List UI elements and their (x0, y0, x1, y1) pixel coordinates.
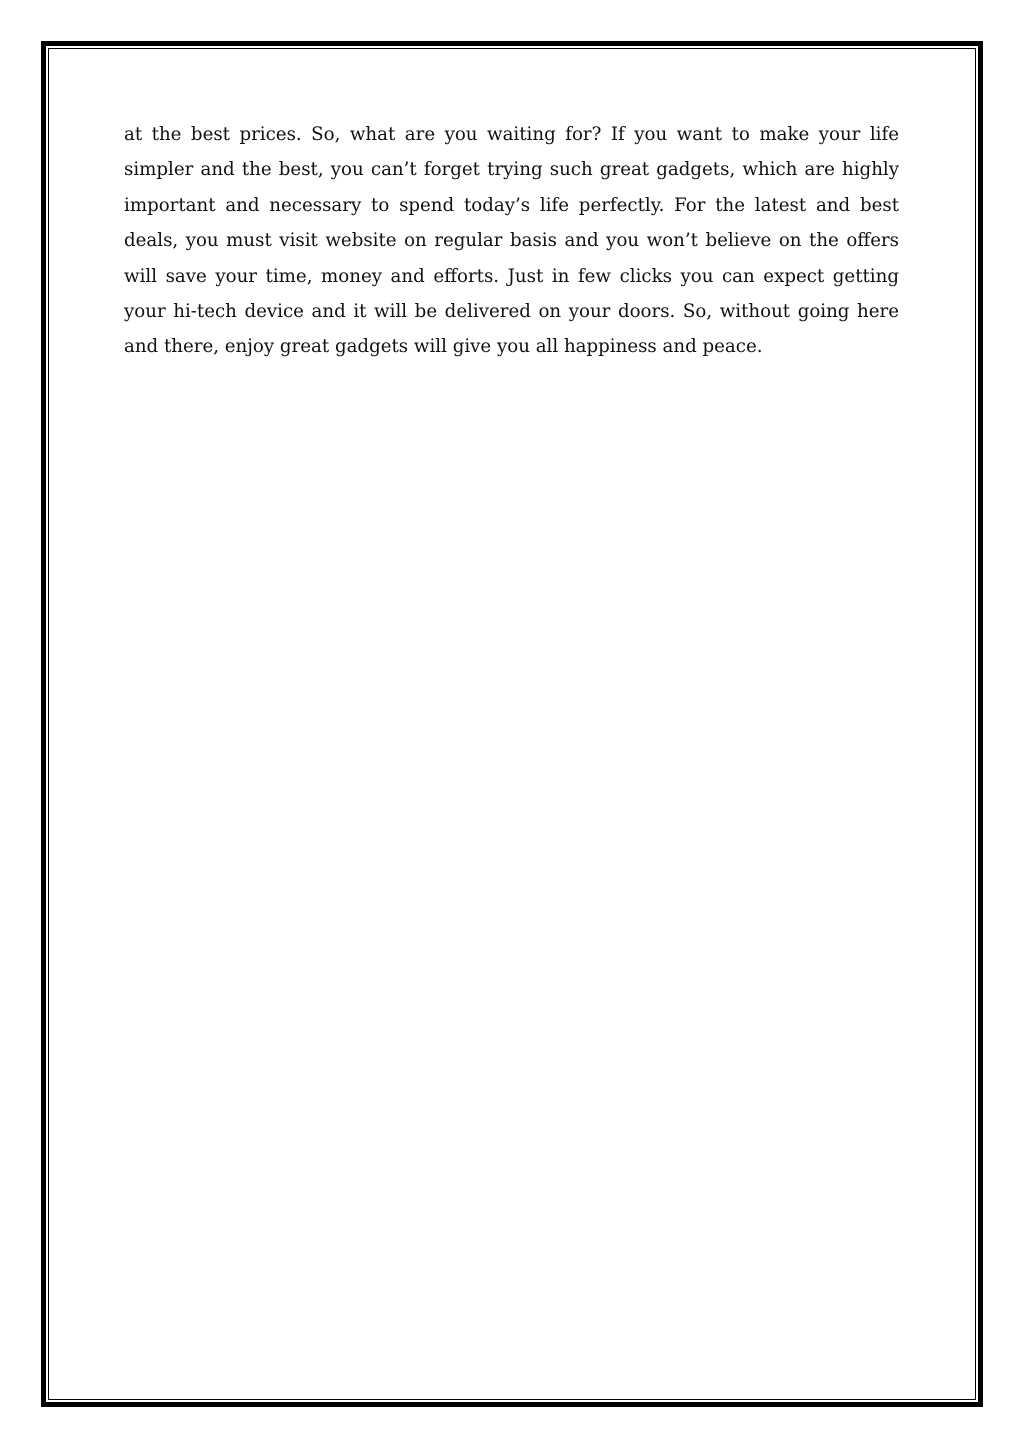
page-content (124, 117, 899, 365)
body-paragraph: at the best prices. So, what are you waiting for? If you want to make your life simpler and the best, you can’t forget trying such great gadgets, which are highly important and necessary to spend today’s life perfectly. For the latest and best deals, you must visit website on regular basis and you won’t believe on the offers will save your time, money and efforts. Just in few clicks you can expect getting your hi-tech device and it will be delivered on your doors. So, without going here and there, enjoy great gadgets will give you all happiness and peace. (124, 124, 899, 358)
